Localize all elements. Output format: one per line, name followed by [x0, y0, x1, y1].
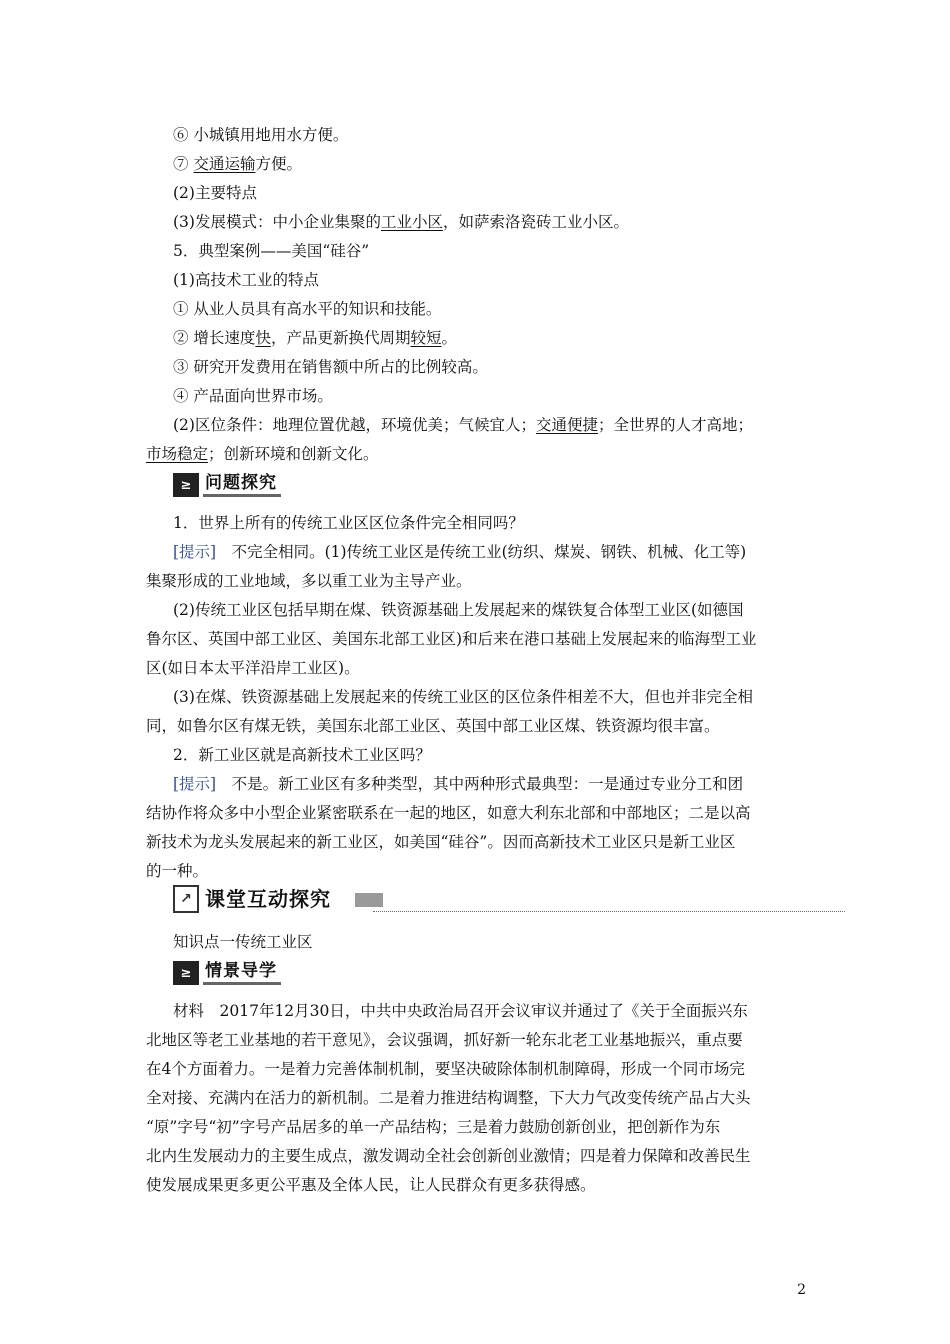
answer-line: 结协作将众多中小型企业紧密联系在一起的地区，如意大利东北部和中部地区；二是以高: [146, 804, 751, 822]
hint-label: [提示]: [173, 543, 217, 561]
answer-line: 鲁尔区、英国中部工业区、美国东北部工业区)和后来在港口基础上发展起来的临海型工业: [146, 630, 757, 648]
banner-rule: [373, 911, 845, 912]
answer-line: 同，如鲁尔区有煤无铁，美国东北部工业区、英国中部工业区煤、铁资源均很丰富。: [146, 717, 720, 735]
section-header-inquiry: [173, 472, 281, 498]
hint-label: [提示]: [173, 775, 217, 793]
chevron-right-icon: ≥: [173, 473, 199, 497]
section-header-scene: [173, 960, 281, 986]
material-line: 北内生发展动力的主要生成点，激发调动全社会创新创业激情；四是着力保障和改善民生: [146, 1147, 751, 1165]
text-line: ② 增长速度快，产品更新换代周期较短。: [173, 329, 457, 347]
question-2: 2．新工业区就是高新技术工业区吗？: [173, 746, 431, 764]
material-line: 北地区等老工业基地的若干意见》，会议强调，抓好新一轮东北老工业基地振兴，重点要: [146, 1031, 743, 1049]
text-line: (2)区位条件：地理位置优越，环境优美；气候宜人；交通便捷；全世界的人才高地；: [173, 416, 753, 434]
section-header-label: 问题探究: [203, 473, 281, 497]
knowledge-point: 知识点一传统工业区: [173, 933, 313, 951]
answer-line: (3)在煤、铁资源基础上发展起来的传统工业区的区位条件相差不大，但也并非完全相: [173, 688, 753, 706]
material-line: 在4个方面着力。一是着力完善体制机制，要坚决破除体制机制障碍，形成一个同市场完: [146, 1060, 745, 1078]
answer-line: 集聚形成的工业地域，多以重工业为主导产业。: [146, 572, 472, 590]
text-line: (3)发展模式：中小企业集聚的工业小区，如萨索洛瓷砖工业小区。: [173, 213, 629, 231]
section-header-label: 情景导学: [203, 961, 281, 985]
banner-bar: [355, 893, 383, 907]
answer-line: 新技术为龙头发展起来的新工业区，如美国“硅谷”。因而高新技术工业区只是新工业区: [146, 833, 736, 851]
chevron-right-icon: ≥: [173, 961, 199, 985]
text-line: ⑥ 小城镇用地用水方便。: [173, 126, 349, 144]
text-line: ③ 研究开发费用在销售额中所占的比例较高。: [173, 358, 488, 376]
text-line: ① 从业人员具有高水平的知识和技能。: [173, 300, 442, 318]
text-line: ⑦ 交通运输方便。: [173, 155, 302, 173]
banner-title: 课堂互动探究: [205, 887, 331, 911]
material-line: 使发展成果更多更公平惠及全体人民，让人民群众有更多获得感。: [146, 1176, 596, 1194]
material-line: “原”字号“初”字号产品居多的单一产品结构；三是着力鼓励创新创业，把创新作为东: [146, 1118, 721, 1136]
arrow-icon: ↗: [173, 885, 199, 913]
answer-line: [提示] 不是。新工业区有多种类型，其中两种形式最典型：一是通过专业分工和团: [173, 775, 744, 793]
text-line: 市场稳定；创新环境和创新文化。: [146, 445, 379, 463]
text-line: 5．典型案例——美国“硅谷”: [173, 242, 370, 260]
material-line: 全对接、充满内在活力的新机制。二是着力推进结构调整，下大力气改变传统产品占大头: [146, 1089, 751, 1107]
answer-line: 的一种。: [146, 862, 209, 880]
page-number: 2: [797, 1282, 806, 1298]
material-line: 材料 2017年12月30日，中共中央政治局召开会议审议并通过了《关于全面振兴东: [173, 1002, 748, 1020]
answer-line: [提示] 不完全相同。(1)传统工业区是传统工业(纺织、煤炭、钢铁、机械、化工等): [173, 543, 747, 561]
text-line: (2)主要特点: [173, 184, 257, 202]
answer-line: 区(如日本太平洋沿岸工业区)。: [146, 659, 360, 677]
question-1: 1．世界上所有的传统工业区区位条件完全相同吗？: [173, 514, 524, 532]
section-banner-classroom: [173, 883, 845, 919]
text-line: ④ 产品面向世界市场。: [173, 387, 333, 405]
answer-line: (2)传统工业区包括早期在煤、铁资源基础上发展起来的煤铁复合体型工业区(如德国: [173, 601, 744, 619]
text-line: (1)高技术工业的特点: [173, 271, 319, 289]
